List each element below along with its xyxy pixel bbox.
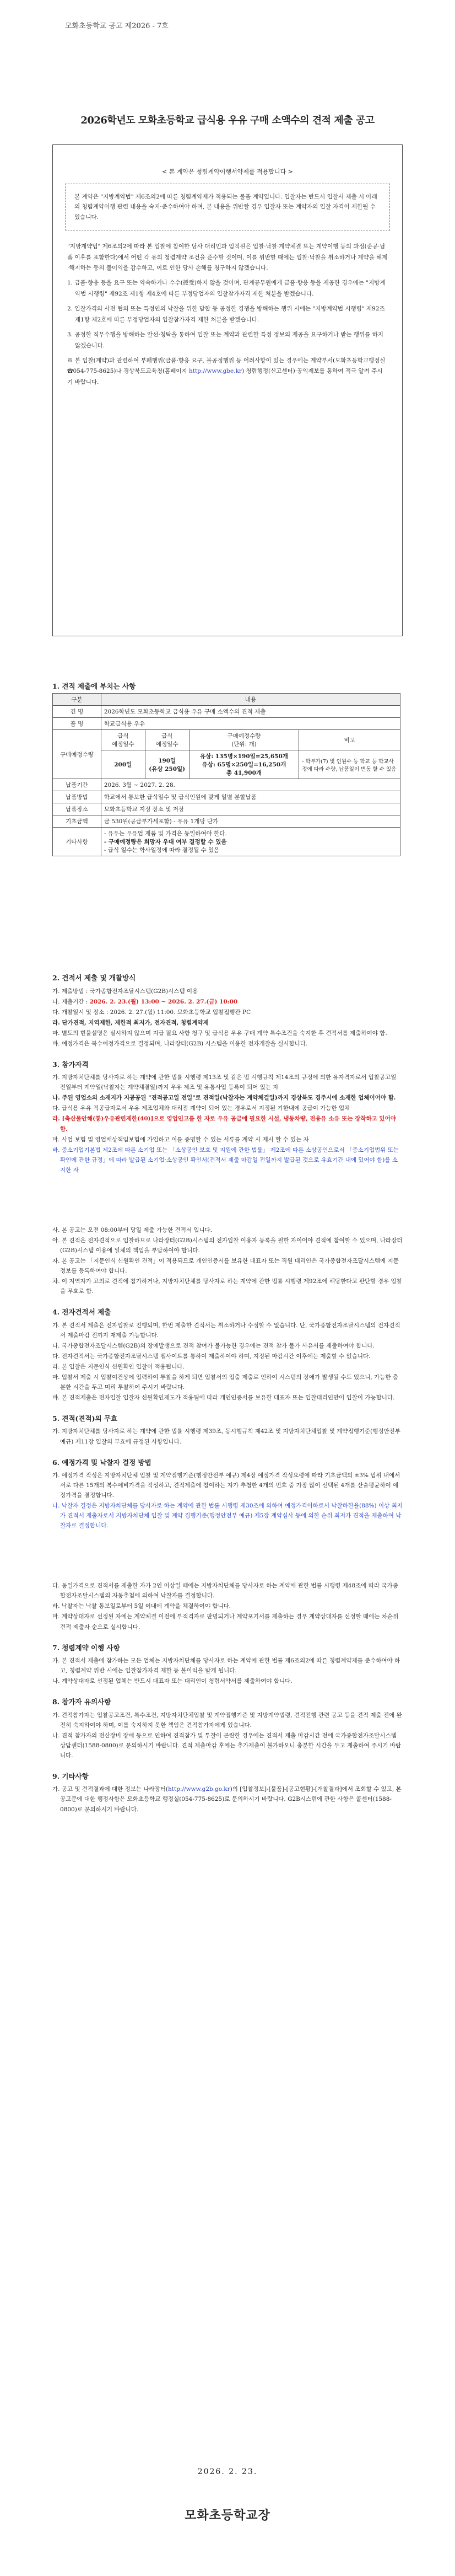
section-2-item: 라. 단가견적, 지역제한, 제한적 최저가, 전자견적, 청렴계약제 <box>52 1019 209 1026</box>
table-row <box>53 706 400 718</box>
section-4-item: 바. 본 견적제출은 전자입찰 입찰자 신원확인제도가 적용됨에 따라 개인인증서를 보유한 대표자 또는 입찰대리인만이 입찰이 가능합니다. <box>52 1394 395 1401</box>
section-3-item: 차. 이 지역자가 고의로 견적에 참가하거나, 지방자치단체를 당사자로 하는 계약에 관한 법률 시행령 제92조에 해당한다고 판단할 경우 입찰을 무효로 함. <box>52 1278 402 1295</box>
submit-period-label: 나. 제출기간 : <box>52 998 90 1005</box>
section-9-heading: 9. 기타사항 <box>52 1772 89 1780</box>
price-total: 총 41,900개 <box>226 770 262 776</box>
table-row <box>53 730 400 750</box>
section-3-item: 라. [축산물안해(통)우유관련제한(40)]으로 영업인고를 한 자로 우유 공급에 필요한 시설, 냉동차량, 전용유 소유 또는 장착하고 있어야 함. <box>52 1115 396 1133</box>
section-3-heading: 3. 참가자격 <box>52 1060 89 1069</box>
section-6-item: 다. 동일가격으로 견적서를 제출한 자가 2인 이상일 때에는 지방자치단체를 당사자로 하는 계약에 관한 법률 시행령 제48조에 따라 국가종합전자조달시스템의 자동추첨에 의하여 낙찰자를 결정합니다. <box>52 1582 398 1600</box>
section-6-heading: 6. 예정가격 및 낙찰자 결정 방법 <box>52 1458 151 1467</box>
price-line-2: 유상: 65명×250일=16,250개 <box>202 761 286 768</box>
integrity-pledge-intro: "지방계약법" 제6조의2에 따라 본 입찰에 참여한 당사 대리인과 임직원은 입찰·낙찰·계약체결 또는 계약이행 등의 과정(준공·납품 이후를 포함한다)에서 어떤 각 유의 청렴계약 조건을 준수할 것이며, 이를 위반할 때에는 입찰·낙찰을 취소하거나 계약을 해제·해지하는 등의 불이익을 감수하고, 이로 인한 당사 손해를 청구하지 않겠습니다. <box>67 243 388 271</box>
col-item: 구분 <box>53 694 101 706</box>
integrity-notice-box <box>52 144 403 636</box>
note-value: - 학부가(7) 및 인원수 등 학교 등 학교사정에 따라 수량, 납품일이 변동 할 수 있음 <box>299 750 400 779</box>
section-3-item: 아. 본 견적은 전자견적으로 입찰하므로 나라장터(G2B)시스템의 전자입찰 이용자 등록을 필한 자이어야 견적에 참여할 수 있으며, 나라장터(G2B)시스템 이용에 일체의 책임을 부담하여야 합니다. <box>52 1237 403 1254</box>
row-value: 금 530원(공급부가세포함) - 우유 1개당 단가 <box>101 815 400 828</box>
row-value: 모화초등학교 지정 장소 및 저장 <box>101 803 400 815</box>
notice-sections <box>52 962 403 1815</box>
row-label: 기초금액 <box>53 815 101 828</box>
row-label: 납품장소 <box>53 803 101 815</box>
sub-header: 비고 <box>299 730 400 750</box>
section-gap <box>52 1531 403 1581</box>
section-2-item: 다. 개찰일시 및 장소 : 2026. 2. 27.(월) 11:00. 모화초등학교 입찰집행관 PC <box>52 1008 251 1016</box>
days-value: 200일 <box>101 750 145 779</box>
sub-header: 급식 예정일수 <box>145 730 189 750</box>
row-value: 학교급식용 우유 <box>101 718 400 730</box>
section-9-item <box>52 1784 403 1814</box>
table-row <box>53 828 400 856</box>
table-row <box>53 803 400 815</box>
table-row <box>53 750 400 779</box>
section-4-item: 라. 본 입찰은 지문인식 신원확인 입찰이 적용됩니다. <box>52 1363 185 1370</box>
section-5-heading: 5. 견적(견적)의 무효 <box>52 1414 118 1423</box>
gbe-homepage-link[interactable]: http://www.gbe.kr <box>188 368 242 375</box>
section-3-item: 바. 중소기업기본법 제2조에 따른 소기업 또는 「소상공인 보호 및 지원에 관한 법률」 제2조에 따른 소상공인으로서 「중소기업범위 또는 확인에 관한 규정」에 따라 발급된 소기업·소상공인 확인서(견적서 제출 마감일 전일까지 발급된 것으로 유효기간 내에 있어야 함)를 소지한 자 <box>52 1146 399 1173</box>
integrity-notice-head: < 본 계약은 청렴계약이행서약제를 적용합니다 > <box>162 168 293 175</box>
section-3-item: 사. 본 공고는 오전 08:00부터 당일 제출 가능한 견적서 입니다. <box>52 1226 213 1233</box>
section-8-item: 나. 견적 참가자의 전산장비 장애 등으로 인하여 견적참가 및 투찰이 곤란한 경우에는 견적서 제출 마감시간 전에 국가종합전자조달시스템 상담센터(1588-0800)로 문의하시기 바랍니다. 견적 제출마감 후에는 추가제출이 불가하오니 충분한 시간을 두고 제출하여 주시기 바랍니다. <box>52 1732 402 1759</box>
price-line-1: 유상: 135명×190일=25,650개 <box>200 753 288 760</box>
submit-period-value: 2026. 2. 23.(월) 13:00 ~ 2026. 2. 27.(금) 10:00 <box>89 998 238 1005</box>
row-value: 2026학년도 모화초등학교 급식용 우유 구매 소액수의 견적 제출 <box>101 706 400 718</box>
row-value <box>101 828 400 856</box>
section-1 <box>52 681 403 856</box>
section-4-item: 다. 전자견적서는 국가종합전자조달시스템 웹사이트를 통하여 제출하여야 하며, 지정된 마감시간 이후에는 제출할 수 없습니다. <box>52 1353 371 1360</box>
report-note-post: ) 청렴행정(신고센터)·공익제보를 통하여 적극 알려 주시기 바랍니다. <box>67 368 383 385</box>
table-row <box>53 791 400 803</box>
qty-line-1: 190일 <box>158 757 176 764</box>
report-note-pre: ※ 본 입찰(계약)과 관련하여 부패행위(금품·향응 요구, 불공정행위 등 어려사항이 있는 경우에는 계약부서(모화초등학교행정실 ☎054-775-8625)나 경상북도교육청(홈페이지 <box>67 357 386 375</box>
integrity-report-note <box>67 356 388 388</box>
section-2-item: 바. 예정가격은 복수예정가격으로 결정되며, 나라장터(G2B) 시스템을 이용한 전자개찰을 실시합니다. <box>52 1040 308 1047</box>
price-value <box>189 750 299 779</box>
section-2-item: 가. 제출방법 : 국가종합전자조달시스템(G2B)시스템 이용 <box>52 988 198 995</box>
qty-line-2: (유상 250일) <box>149 765 186 772</box>
section-3-item: 다. 급식용 우유 직공급자로서 우유 제조업체와 대리점 계약이 되어 있는 경우로서 지정된 기한내에 공급이 가능한 업체 <box>52 1105 350 1112</box>
sub-header: 구매예정수량 (단위: 개) <box>189 730 299 750</box>
section-3-item: 자. 본 공고는 「지문인식 신원확인 견적」이 적용되므로 개인인증서를 보유한 대표자 또는 직원 대리인은 국가종합전자조달시스템에 지문정보를 등록하여야 합니다. <box>52 1257 399 1274</box>
info-post: )의 [입찰정보]-[물품]-[공고현황]-[개찰결과]에서 조회할 수 있고, 본 공고문에 대한 행정사항은 모화초등학교 행정실(054-775-8625)로 문의하시기 바랍니다. G2B시스템에 관한 사항은 콜센터(1588-0800)로 문의하시기 바랍니다. <box>60 1786 402 1813</box>
section-6-item: 마. 계약상대자로 선정된 자에는 계약체결 이전에 부적격자로 판명되거나 계약포기서를 제출하는 경우 계약상대자를 선정할 때에는 차순위 견적 제출자 순으로 실시합니다. <box>52 1613 399 1630</box>
col-content: 내용 <box>101 694 400 706</box>
section-4-heading: 4. 전자견적서 제출 <box>52 1308 111 1317</box>
section-3-item: 나. 주된 영업소의 소재지가 지공공된 "견적공고일 전일"로 견적일(낙찰자는 계약체결일)까지 경상북도 경주시에 소재한 업체이어야 함. <box>52 1094 396 1102</box>
row-label: 기타사항 <box>53 828 101 856</box>
section-2-item <box>52 997 403 1007</box>
section-8-item: 가. 견적참가자는 입찰공고조건, 특수조건, 지방자치단체입찰 및 계약집행기준 및 지방계약법령, 견적진행 관련 공고 등을 견적 제출 전에 완전히 숙지하여야 하며, 이를 숙지하지 못한 책임은 견적참가자에게 있습니다. <box>52 1711 402 1729</box>
section-6-item: 나. 낙찰자 결정은 지방자치단체를 당사자로 하는 계약에 관한 법률 시행령 제30조에 의하여 예정가격이하로서 낙찰하한율(88%) 이상 최저가 견적서 제출자로서 지방자치단체 입찰 및 계약 집행기준(행정안전부 예규) 제5장 계약심사 등에 의한 순위 최저가 견적을 제출하여 낙찰자로 결정합니다. <box>52 1502 403 1530</box>
section-3-item: 마. 사업 보험 및 영업배상책임보험에 가입하고 이를 증명할 수 있는 서류를 계약 시 제시 할 수 있는 자 <box>52 1136 309 1143</box>
section-4-item: 나. 국가종합전자조달시스템(G2B)의 장애발생으로 견적 참여가 불가능한 경우에는 견적 참가 불가 사유서를 제출하여야 합니다. <box>52 1342 375 1349</box>
table-row <box>53 779 400 791</box>
section-6-item: 라. 낙찰자는 낙찰 통보일로부터 5일 이내에 계약을 체결하여야 합니다. <box>52 1603 231 1610</box>
row-label: 구매예정수량 <box>53 730 101 779</box>
other-item: - 급식 일수는 학사일정에 따라 결정될 수 있음 <box>104 847 220 854</box>
section-3-item: 가. 지방자치단체를 당사자로 하는 계약에 관한 법률 시행령 제13조 및 같은 법 시행규칙 제14조의 규정에 의한 유자격자로서 입찰공고일 전일부터 계약일(낙찰자는 계약체결일)까지 우유 제조 및 유통사업 등록이 되어 있는 자 <box>52 1074 397 1091</box>
other-item: - 유우는 우유업 제품 및 가격은 동일하여야 한다. <box>104 830 227 837</box>
integrity-pledge-1: 1. 금품·향응 등을 요구 또는 약속하거나 수수(授受)하지 않을 것이며, 관계공무원에게 금품·향응 등을 제공한 경우에는 "지방계약법 시행령" 제92조 제1항 제4호에 따른 부정당업자의 입찰참가자격 제한 처분을 받겠습니다. <box>67 280 386 297</box>
row-label: 납품기간 <box>53 779 101 791</box>
section-8-heading: 8. 참가자 유의사항 <box>52 1698 111 1706</box>
section-gap <box>52 1176 403 1225</box>
table-row <box>53 718 400 730</box>
section-1-heading: 1. 견적 제출에 부치는 사항 <box>52 682 136 690</box>
section-4-item: 마. 입찰서 제출 시 입찰여건상에 입력하여 투찰을 하게 되면 입찰서의 입출 제출로 인하여 시스템의 장애가 발생될 수도 있으니, 가능한 충분한 시간을 두고 미리 투찰하여 주시기 바랍니다. <box>52 1373 398 1391</box>
table-row <box>53 815 400 828</box>
integrity-notice-inner: 본 계약은 "지방계약법" 제6조의2에 따른 청렴계약제가 적용되는 물품 계약입니다. 입찰자는 반드시 입찰서 제출 시 아래의 청렴계약이행 관련 내용을 숙지·준수하여야 하며, 본 내용을 위반할 경우 입찰자 또는 계약자의 입찰 자격이 제한될 수 있습니다. <box>65 184 390 230</box>
table-header-row <box>53 694 400 706</box>
info-pre: 가. 공고 및 견적결과에 대한 정보는 나라장터( <box>52 1786 169 1793</box>
section-6-item: 가. 예정가격 작성은 지방자치단체 입찰 및 계약집행기준(행정안전부 예규) 제4장 예정가격 작성요령에 따라 기초금액의 ±3% 범위 내에서 서로 다른 15개의 복수예비가격을 작성하고, 견적제출에 참여하는 자가 추첨한 4개의 번호 중 가장 많이 선택된 4개를 산술평균하여 예정가격을 결정합니다. <box>52 1472 400 1499</box>
integrity-pledge-2: 2. 입찰가격의 사전 협의 또는 특정인의 낙찰을 위한 담합 등 공정한 경쟁을 방해하는 행위 시에는 "지방계약법 시행령" 제92조 제1항 제2호에 따른 부정당업자의 입찰참가자격 제한 처분을 받겠습니다. <box>67 305 385 323</box>
row-value: 2026. 3월 ~ 2027. 2. 28. <box>101 779 400 791</box>
page-title: 2026학년도 모화초등학교 급식용 우유 구매 소액수의 견적 제출 공고 <box>80 115 375 126</box>
sub-header: 급식 예정일수 <box>101 730 145 750</box>
section-2-heading: 2. 견적서 제출 및 개찰방식 <box>52 974 136 982</box>
section-4-item: 가. 본 견적서 제출은 전자입찰로 진행되며, 한번 제출한 견적서는 취소하거나 수정할 수 없습니다. 단, 국가종합전자조달시스템의 전자견적서 제출마감 전까지 재제출 가능합니다. <box>52 1322 400 1339</box>
section-2-item: 마. 별도의 현물설명은 실시하지 않으며 지급 필요 사항 청구 및 급식용 우유 구매 계약 특수조건을 숙지한 후 견적서를 제출하여야 함. <box>52 1029 387 1037</box>
row-value: 학교에서 통보한 급식일수 및 급식인원에 맞게 일별 분할납품 <box>101 791 400 803</box>
g2b-link[interactable]: http://www.g2b.go.kr <box>168 1786 230 1793</box>
row-label: 납품방법 <box>53 791 101 803</box>
school-principal-signature: 모화초등학교장 <box>185 2509 270 2523</box>
integrity-notice-body <box>67 242 388 388</box>
qty-value <box>145 750 189 779</box>
doc-number: 모화초등학교 공고 제2026 - 7호 <box>65 22 169 30</box>
row-label: 건 명 <box>53 706 101 718</box>
notice-date: 2026. 2. 23. <box>197 2467 258 2476</box>
section-5-item: 가. 지방자치단체를 당사자로 하는 계약에 관한 법률 시행령 제39조, 동시행규칙 제42조 및 지방자치단체입찰 및 계약집행기준(행정안전부 예규) 제11장 입찰의 무효에 규정된 사항입니다. <box>52 1428 400 1445</box>
section-7-item: 가. 본 견적서 제출에 참가하는 모든 업체는 지방자치단체를 당사자로 하는 계약에 관한 법률 제6조의2에 따른 청렴계약제를 준수하여야 하고, 청렴계약 위반 시에는 입찰참가자격 제한 등 불이익을 받게 됩니다. <box>52 1657 400 1675</box>
integrity-pledge-3: 3. 공정한 직무수행을 방해하는 알선·청탁을 통하여 입찰 또는 계약과 관련한 특정 정보의 제공을 요구하거나 받는 행위를 하지 않겠습니다. <box>67 331 383 349</box>
other-item: - 구매예정량은 희망자 우대 여부 결정할 수 있음 <box>104 839 227 845</box>
section-7-item: 나. 계약상대자로 선정된 업체는 반드시 대표자 또는 대리인이 청렴서약서를 제출하여야 합니다. <box>52 1678 292 1685</box>
bid-info-table <box>52 693 400 856</box>
section-7-heading: 7. 청렴계약 이행 사항 <box>52 1643 120 1652</box>
row-label: 품 명 <box>53 718 101 730</box>
